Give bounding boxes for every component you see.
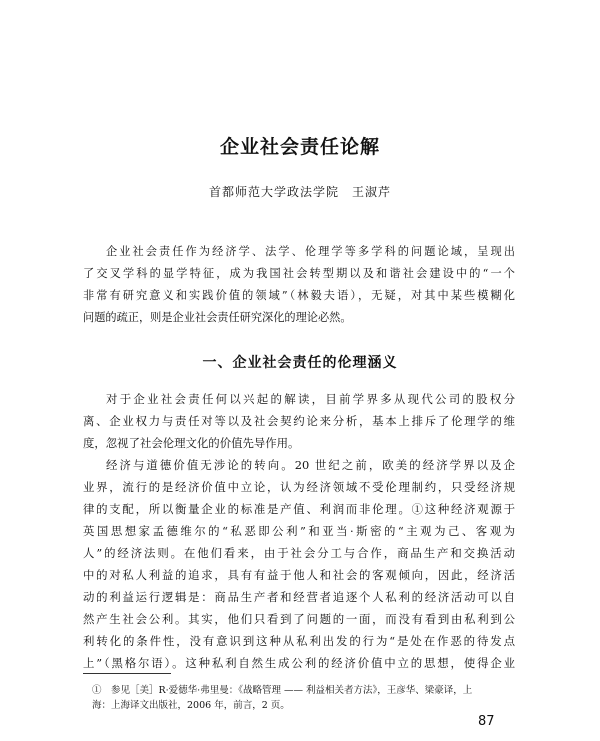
text-line: 对于企业社会责任何以兴起的解读，目前学界多从现代公司的股权分	[106, 392, 515, 406]
intro-paragraph	[83, 241, 515, 329]
text-line: 律的支配，所以衡量企业的标准是产值、利润而非伦理。①这种经济观源于	[83, 502, 515, 516]
text-line: 上”（黑格尔语）。这种私利自然生成公利的经济价值中立的思想，使得企业	[83, 656, 515, 670]
text-line: 英国思想家孟德维尔的“私恶即公利”和亚当·斯密的“主观为己、客观为	[83, 524, 515, 538]
body-text	[83, 388, 515, 674]
text-line: 企业社会责任作为经济学、法学、伦理学等多学科的问题论域，呈现出	[106, 245, 515, 258]
text-line: 业界，流行的是经济价值中立论，认为经济领域不受伦理制约，只受经济规	[83, 480, 515, 494]
footnote	[92, 683, 522, 713]
footnote-line: ① 参见［美］R·爱德华·弗里曼：《战略管理 —— 利益相关者方法》，王彦华、梁豪译，上	[92, 685, 473, 696]
text-line: 动的利益运行逻辑是：商品生产者和经营者追逐个人私利的经济活动可以自	[83, 590, 515, 604]
footnote-divider	[83, 673, 171, 674]
footnote-line: 海：上海译文出版社，2006 年，前言，2 页。	[92, 700, 290, 711]
text-line: 离、企业权力与责任对等以及社会契约论来分析，基本上排斥了伦理学的维	[83, 414, 515, 428]
text-line: 度，忽视了社会伦理文化的价值先导作用。	[83, 436, 300, 450]
text-line: 然产生社会公利。其实，他们只看到了问题的一面，而没有看到由私利到公	[83, 612, 515, 626]
page-number: 87	[478, 714, 495, 729]
section-heading: 一、企业社会责任的伦理涵义	[202, 355, 398, 371]
text-line: 非常有研究意义和实践价值的领域”（林毅夫语），无疑，对其中某些模糊化	[83, 289, 515, 302]
text-line: 中的对私人利益的追求，具有有益于他人和社会的客观倾向，因此，经济活	[83, 568, 515, 582]
text-line: 问题的疏正，则是企业社会责任研究深化的理论必然。	[83, 311, 352, 324]
text-line: 了交叉学科的显学特征，成为我国社会转型期以及和谐社会建设中的“一个	[83, 267, 515, 280]
text-line: 利转化的条件性，没有意识到这种从私利出发的行为“是处在作恶的待发点	[83, 634, 515, 648]
text-line: 经济与道德价值无涉论的转向。20 世纪之前，欧美的经济学界以及企	[106, 458, 515, 472]
author-affiliation: 首都师范大学政法学院 王淑芹	[208, 185, 391, 199]
text-line: 人”的经济法则。在他们看来，由于社会分工与合作，商品生产和交换活动	[83, 546, 515, 560]
article-title: 企业社会责任论解	[219, 136, 380, 158]
